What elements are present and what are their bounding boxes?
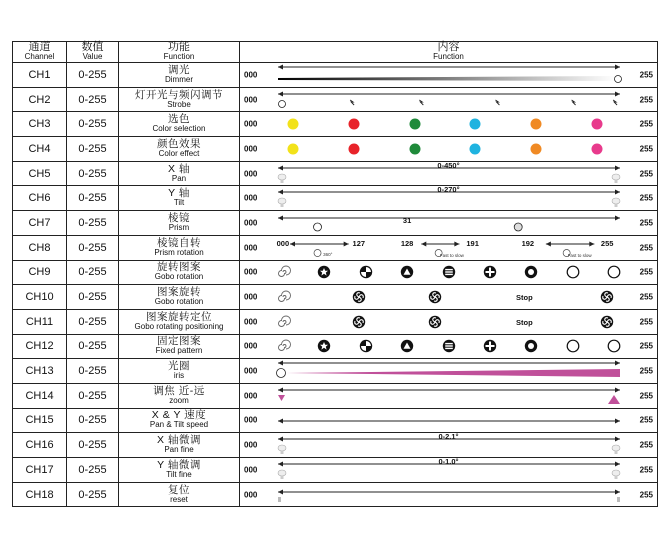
value-cell: 0-255 <box>67 137 119 162</box>
dimmer-gradient <box>278 76 616 81</box>
table-row <box>13 137 658 162</box>
function-cell <box>119 408 240 433</box>
range-label: 0-450° <box>437 160 460 170</box>
value-cell: 0-255 <box>67 63 119 88</box>
table-row <box>13 383 658 408</box>
channel-cell: CH16 <box>13 433 67 458</box>
function-en: reset <box>170 494 188 504</box>
fixture-icon <box>278 198 286 207</box>
color-dot <box>531 119 542 130</box>
table-header-row <box>13 42 658 63</box>
function-cell <box>119 285 240 310</box>
gobo-ring-icon <box>566 265 580 279</box>
function-zh: 选色 <box>168 113 190 126</box>
function-cell <box>119 482 240 507</box>
value-cell: 0-255 <box>67 458 119 483</box>
reset-range-arrow <box>278 489 620 494</box>
gobo-cross-icon <box>483 339 497 353</box>
fixture-icon <box>278 174 286 183</box>
gobo-spiral-icon <box>276 339 290 353</box>
content-cell <box>240 383 658 408</box>
content-cell <box>240 482 658 507</box>
fixture-icon <box>612 445 620 454</box>
high-value: 255 <box>639 366 653 376</box>
gobo-swirl-icon <box>352 290 366 304</box>
function-zh: 复位 <box>168 483 190 496</box>
channel-cell: CH3 <box>13 112 67 137</box>
content-lane <box>276 384 621 408</box>
gobo-star-icon <box>317 265 331 279</box>
table-row <box>13 235 658 260</box>
low-value: 000 <box>244 169 258 179</box>
color-dot <box>531 143 542 154</box>
zoom-far-icon <box>608 395 620 404</box>
gobo-cross-icon <box>483 265 497 279</box>
value-cell: 0-255 <box>67 87 119 112</box>
high-value: 255 <box>639 144 653 154</box>
content-lane <box>276 63 621 87</box>
rot-arrow <box>546 241 594 246</box>
color-dot <box>470 119 481 130</box>
content-lane <box>276 112 621 136</box>
color-dot <box>591 143 602 154</box>
low-value: 000 <box>244 440 258 450</box>
table-row <box>13 186 658 211</box>
header-content: 内容 Function <box>240 42 658 63</box>
high-value: 255 <box>639 70 653 80</box>
content-lane <box>276 88 621 112</box>
function-zh: 光圈 <box>168 360 190 373</box>
function-en: Strobe <box>167 99 191 109</box>
prism-rotation-mark: 128 <box>400 238 414 248</box>
content-lane <box>276 236 621 260</box>
table-row <box>13 482 658 507</box>
function-cell <box>119 334 240 359</box>
function-en: Prism rotation <box>154 247 204 257</box>
content-cell <box>240 87 658 112</box>
function-en: Tilt <box>173 198 185 208</box>
value-cell: 0-255 <box>67 408 119 433</box>
table-row <box>13 211 658 236</box>
high-value: 255 <box>639 218 653 228</box>
gobo-quad-icon <box>359 339 373 353</box>
strobe-flash-icon <box>495 100 499 105</box>
prism-mark-label: 31 <box>402 216 412 226</box>
content-lane <box>276 186 621 210</box>
gobo-tri-icon <box>400 339 414 353</box>
function-cell <box>119 63 240 88</box>
high-value: 255 <box>639 465 653 475</box>
fixture-icon <box>278 445 286 454</box>
function-zh: 颜色效果 <box>157 137 201 150</box>
channel-cell: CH15 <box>13 408 67 433</box>
content-lane <box>276 433 621 457</box>
function-en: Pan fine <box>164 445 194 455</box>
channel-cell: CH4 <box>13 137 67 162</box>
table-row <box>13 87 658 112</box>
fixture-icon <box>612 470 620 479</box>
low-value: 000 <box>244 119 258 129</box>
prism-rotation-mark: 255 <box>600 238 614 248</box>
low-value: 000 <box>244 267 258 277</box>
low-value: 000 <box>244 366 258 376</box>
fixture-icon <box>612 198 620 207</box>
table-row <box>13 112 658 137</box>
low-value: 000 <box>244 292 258 302</box>
gobo-ring-icon <box>566 339 580 353</box>
iris-range-arrow <box>278 361 620 366</box>
value-cell: 0-255 <box>67 334 119 359</box>
high-value: 255 <box>639 95 653 105</box>
strobe-flash-icon <box>419 100 423 105</box>
strobe-flash-icon <box>350 100 354 105</box>
gobo-ring-icon <box>607 339 621 353</box>
channel-cell: CH1 <box>13 63 67 88</box>
color-dot <box>470 143 481 154</box>
color-dot <box>409 143 420 154</box>
function-cell <box>119 433 240 458</box>
content-cell <box>240 285 658 310</box>
low-value: 000 <box>244 391 258 401</box>
zoom-near-icon <box>278 395 285 401</box>
value-cell: 0-255 <box>67 211 119 236</box>
content-cell <box>240 309 658 334</box>
gobo-swirl-icon <box>600 290 614 304</box>
low-value: 000 <box>244 490 258 500</box>
speed-label: Fast to slow <box>567 252 592 258</box>
function-en: Pan & Tilt speed <box>149 420 209 430</box>
content-cell <box>240 63 658 88</box>
content-cell <box>240 161 658 186</box>
value-cell: 0-255 <box>67 383 119 408</box>
gobo-spiral-icon <box>276 290 290 304</box>
function-zh: Y 轴 <box>168 187 190 200</box>
high-value: 255 <box>639 193 653 203</box>
function-cell <box>119 87 240 112</box>
high-value: 255 <box>639 267 653 277</box>
gobo-quad-icon <box>359 265 373 279</box>
channel-cell: CH7 <box>13 211 67 236</box>
content-cell <box>240 408 658 433</box>
gobo-swirl-icon <box>600 315 614 329</box>
prism-range-arrow <box>278 216 620 221</box>
rotation-icon <box>314 249 321 256</box>
color-dot <box>348 119 359 130</box>
low-value: 000 <box>244 465 258 475</box>
gobo-spiral-icon <box>276 265 290 279</box>
value-cell: 0-255 <box>67 260 119 285</box>
table-row <box>13 433 658 458</box>
function-cell <box>119 112 240 137</box>
stop-label: Stop <box>516 317 533 327</box>
table-row <box>13 408 658 433</box>
function-zh: 调焦 近-远 <box>153 384 205 397</box>
function-cell <box>119 186 240 211</box>
color-dot <box>288 119 299 130</box>
gobo-bars-icon <box>442 265 456 279</box>
function-en: iris <box>173 371 185 381</box>
function-en: Gobo rotation <box>154 297 204 307</box>
reset-marker <box>278 497 281 502</box>
header-channel: 通道 Channel <box>13 42 67 63</box>
high-value: 255 <box>639 292 653 302</box>
gobo-tri-icon <box>400 265 414 279</box>
color-dot <box>409 119 420 130</box>
function-zh: 图案旋转 <box>157 286 201 299</box>
gobo-spiral-icon <box>276 315 290 329</box>
channel-cell: CH2 <box>13 87 67 112</box>
range-label: 0-270° <box>437 185 460 195</box>
iris-wedge <box>286 369 620 377</box>
table-row <box>13 334 658 359</box>
color-dot <box>288 143 299 154</box>
function-zh: X 轴微调 <box>157 434 201 447</box>
content-lane <box>276 483 621 507</box>
function-zh: Y 轴微调 <box>157 458 201 471</box>
content-cell <box>240 334 658 359</box>
range-label: 0-2.1° <box>438 432 459 442</box>
gobo-hole-icon <box>524 265 538 279</box>
content-lane <box>276 285 621 309</box>
zoom-range-arrow <box>278 387 620 392</box>
rot-arrow <box>421 241 459 246</box>
low-value: 000 <box>244 415 258 425</box>
low-value: 000 <box>244 70 258 80</box>
low-value: 000 <box>244 341 258 351</box>
strobe-range-arrow <box>278 91 620 96</box>
high-value: 255 <box>639 317 653 327</box>
low-value: 000 <box>244 218 258 228</box>
function-cell <box>119 211 240 236</box>
low-value: 000 <box>244 144 258 154</box>
function-zh: X & Y 速度 <box>151 409 207 422</box>
function-zh: 棱镜 <box>168 211 190 224</box>
value-cell: 0-255 <box>67 112 119 137</box>
function-zh: 调光 <box>168 63 190 76</box>
high-value: 255 <box>639 391 653 401</box>
content-lane <box>276 335 621 359</box>
function-zh: 图案旋转定位 <box>146 310 212 323</box>
function-en: Tilt fine <box>166 469 192 479</box>
prism-rotation-mark: 191 <box>466 238 479 248</box>
content-cell <box>240 433 658 458</box>
function-zh: 固定图案 <box>157 335 201 348</box>
fixture-icon <box>278 470 286 479</box>
gobo-swirl-icon <box>352 315 366 329</box>
color-dot <box>591 119 602 130</box>
function-zh: X 轴 <box>168 162 190 175</box>
reset-marker <box>617 497 620 502</box>
content-cell <box>240 137 658 162</box>
iris-icon <box>277 369 286 378</box>
content-lane <box>276 310 621 334</box>
prism-on-icon <box>514 223 522 231</box>
stop-label: Stop <box>516 293 533 303</box>
high-value: 255 <box>639 169 653 179</box>
table-row <box>13 309 658 334</box>
content-lane <box>276 162 621 186</box>
value-cell: 0-255 <box>67 433 119 458</box>
content-cell <box>240 211 658 236</box>
low-value: 000 <box>244 95 258 105</box>
prism-rotation-mark: 192 <box>521 238 535 248</box>
content-cell <box>240 235 658 260</box>
high-value: 255 <box>639 415 653 425</box>
fixture-icon <box>612 174 620 183</box>
function-zh: 棱镜自转 <box>157 236 201 249</box>
dimmer-range-arrow <box>278 65 620 70</box>
function-en: Dimmer <box>165 74 193 84</box>
prism-rotation-mark: 127 <box>352 238 366 248</box>
channel-cell: CH8 <box>13 235 67 260</box>
range-label: 0-1.0° <box>438 457 459 466</box>
content-lane <box>276 137 621 161</box>
color-dot <box>348 143 359 154</box>
function-en: Gobo rotating positioning <box>134 321 224 331</box>
function-zh: 灯开光与频闪调节 <box>135 88 223 101</box>
value-cell: 0-255 <box>67 161 119 186</box>
function-cell <box>119 309 240 334</box>
gobo-swirl-icon <box>428 290 442 304</box>
channel-cell: CH11 <box>13 309 67 334</box>
table-row <box>13 359 658 384</box>
content-lane <box>276 359 621 383</box>
low-value: 000 <box>244 193 258 203</box>
content-cell <box>240 359 658 384</box>
value-cell: 0-255 <box>67 285 119 310</box>
speed-label: Fast to slow <box>439 252 464 258</box>
rot-arrow <box>290 241 349 246</box>
function-zh: 旋转图案 <box>157 261 201 274</box>
value-cell: 0-255 <box>67 482 119 507</box>
dimmer-bulb-icon <box>615 76 622 83</box>
gobo-hole-icon <box>524 339 538 353</box>
table-row <box>13 458 658 483</box>
function-en: Color effect <box>158 148 200 158</box>
header-value: 数值 Value <box>67 42 119 63</box>
strobe-off-icon <box>279 100 286 107</box>
gobo-swirl-icon <box>428 315 442 329</box>
function-cell <box>119 137 240 162</box>
function-en: Gobo rotation <box>154 272 204 282</box>
speed-range-arrow <box>278 418 620 423</box>
gobo-bars-icon <box>442 339 456 353</box>
function-cell <box>119 458 240 483</box>
channel-cell: CH9 <box>13 260 67 285</box>
table-row <box>13 285 658 310</box>
channel-cell: CH5 <box>13 161 67 186</box>
value-cell: 0-255 <box>67 359 119 384</box>
channel-cell: CH17 <box>13 458 67 483</box>
table-row <box>13 161 658 186</box>
channel-cell: CH12 <box>13 334 67 359</box>
table-row <box>13 63 658 88</box>
channel-cell: CH18 <box>13 482 67 507</box>
channel-cell: CH14 <box>13 383 67 408</box>
low-value: 000 <box>244 317 258 327</box>
content-lane <box>276 458 621 482</box>
function-en: Fixed pattern <box>155 346 203 356</box>
content-cell <box>240 458 658 483</box>
function-cell <box>119 359 240 384</box>
content-cell <box>240 186 658 211</box>
content-cell <box>240 112 658 137</box>
low-value: 000 <box>244 243 258 253</box>
content-lane <box>276 261 621 285</box>
dmx-channel-table <box>12 41 658 507</box>
gobo-ring-icon <box>607 265 621 279</box>
header-function: 功能 Function <box>119 42 240 63</box>
function-cell <box>119 383 240 408</box>
high-value: 255 <box>639 440 653 450</box>
deg-label: 360° <box>323 251 333 257</box>
high-value: 255 <box>639 243 653 253</box>
function-en: zoom <box>169 395 189 405</box>
function-en: Color selection <box>152 124 206 134</box>
function-en: Prism <box>168 222 190 232</box>
value-cell: 0-255 <box>67 186 119 211</box>
function-en: Pan <box>171 173 187 183</box>
value-cell: 0-255 <box>67 235 119 260</box>
function-cell <box>119 161 240 186</box>
content-cell <box>240 260 658 285</box>
high-value: 255 <box>639 341 653 351</box>
channel-cell: CH10 <box>13 285 67 310</box>
channel-cell: CH6 <box>13 186 67 211</box>
table-row <box>13 260 658 285</box>
channel-cell: CH13 <box>13 359 67 384</box>
prism-rotation-mark: 000 <box>276 238 290 248</box>
content-lane <box>276 409 621 433</box>
high-value: 255 <box>639 119 653 129</box>
high-value: 255 <box>639 490 653 500</box>
content-lane <box>276 211 621 235</box>
value-cell: 0-255 <box>67 309 119 334</box>
strobe-flash-icon <box>613 100 617 105</box>
gobo-star-icon <box>317 339 331 353</box>
prism-off-icon <box>314 223 322 231</box>
function-cell <box>119 260 240 285</box>
function-cell <box>119 235 240 260</box>
strobe-flash-icon <box>572 100 576 105</box>
